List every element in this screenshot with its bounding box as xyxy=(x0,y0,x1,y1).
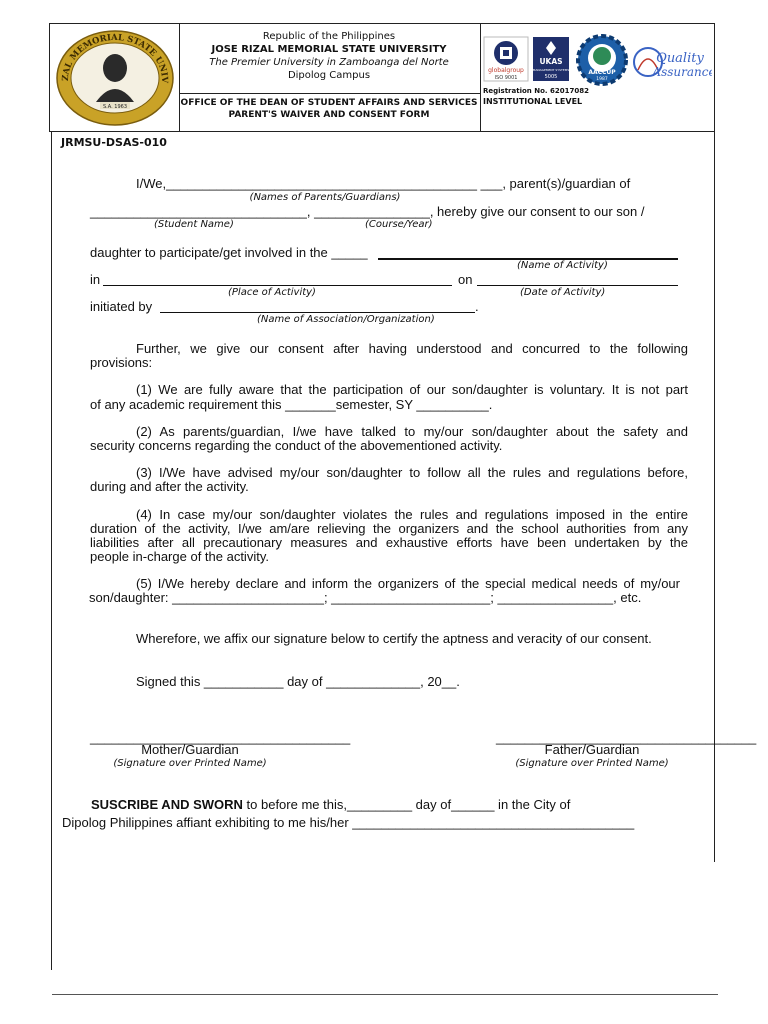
l1-pre: I/We, xyxy=(136,176,167,191)
l3-pre: daughter to participate/get involved in the xyxy=(90,245,328,260)
father-caption: (Signature over Printed Name) xyxy=(515,758,669,769)
university-name: JOSE RIZAL MEMORIAL STATE UNIVERSITY xyxy=(211,44,447,55)
ukas-sub: MANAGEMENT SYSTEMS xyxy=(532,68,570,72)
aaccup-text: AACCUP xyxy=(588,69,616,76)
line-parents xyxy=(136,177,630,191)
l2-post: , hereby give our consent to our son / xyxy=(429,204,645,219)
aaccup-logo xyxy=(575,34,629,86)
para-7: Wherefore, we affix our signature below to certify the aptness and veracity of our consent. xyxy=(136,631,652,646)
para-6-line-2: son/daughter: _____________________; ______________________; ________________, etc. xyxy=(89,590,642,605)
institutional-level: INSTITUTIONAL LEVEL xyxy=(483,97,583,106)
para-6-line-1: (5) I/We hereby declare and inform the organizers of the special medical needs of my/our xyxy=(136,576,680,591)
university-tagline: The Premier University in Zamboanga del Norte xyxy=(209,57,449,68)
caption-student: (Student Name) xyxy=(154,219,234,230)
country-line: Republic of the Philippines xyxy=(262,31,396,42)
para-3-line-1: (2) As parents/guardian, I/we have talked to my/our son/daughter about the safety and xyxy=(136,424,688,439)
para-5-line-1: (4) In case my/our son/daughter violates the rules and regulations imposed in the entire xyxy=(136,507,688,522)
para-5-line-4: people in-charge of the activity. xyxy=(90,549,269,564)
globalgroup-text: globalgroup xyxy=(488,67,524,74)
mother-signature-line[interactable]: ____________________________________ xyxy=(90,730,351,745)
para-1-line-1: Further, we give our consent after having understood and concurred to the following xyxy=(136,341,688,356)
iso-text: ISO 9001 xyxy=(494,75,518,81)
seal-arc-text: ZAL MEMORIAL STATE UNIV xyxy=(60,32,170,84)
campus-name: Dipolog Campus xyxy=(287,70,371,81)
document-code: JRMSU-DSAS-010 xyxy=(61,136,167,149)
l3-blank: _____ xyxy=(331,245,368,260)
date-blank[interactable] xyxy=(477,285,678,286)
ukas-num: 5005 xyxy=(544,74,558,80)
para-3-line-2: security concerns regarding the conduct of the abovementioned activity. xyxy=(90,438,503,453)
seal-year: S.A. 1963 xyxy=(103,104,127,110)
caption-activity: (Name of Activity) xyxy=(517,260,608,271)
form-title: PARENT'S WAIVER AND CONSENT FORM xyxy=(228,110,430,120)
para-4-line-1: (3) I/We have advised my/our son/daughter to follow all the rules and regulations before, xyxy=(136,465,688,480)
qa-text-1: Quality xyxy=(656,51,704,66)
globalgroup-logo xyxy=(483,36,529,82)
office-block xyxy=(178,97,480,121)
para-8: Signed this ___________ day of _____________, 20__. xyxy=(136,674,460,689)
quality-assurance-logo xyxy=(632,40,712,86)
parents-name-blank-2[interactable]: ___ xyxy=(480,176,503,191)
header-divider-mid xyxy=(179,93,481,94)
ukas-text: UKAS xyxy=(539,57,563,66)
oath-line-1 xyxy=(91,798,570,812)
line-student: ______________________________, ________________, hereby give our consent to our son / xyxy=(90,204,645,219)
para-5-line-3: liabilities after all precautionary measures and exhaustive efforts have been undertaken by the xyxy=(90,535,688,550)
mother-caption: (Signature over Printed Name) xyxy=(113,758,267,769)
caption-parents: (Names of Parents/Guardians) xyxy=(249,192,401,203)
place-blank[interactable] xyxy=(103,285,452,286)
caption-place: (Place of Activity) xyxy=(228,287,316,298)
oath-line-2: Dipolog Philippines affiant exhibiting to me his/her _______________________________________ xyxy=(62,815,635,830)
parents-name-blank[interactable]: ___________________________________________ xyxy=(166,176,477,191)
footer-rule xyxy=(52,994,718,995)
l4-on: on xyxy=(458,272,473,287)
registration-no: Registration No. 62017082 xyxy=(483,87,589,95)
association-period: . xyxy=(475,299,479,314)
l4-pre: in xyxy=(90,272,101,287)
frame-left xyxy=(51,132,52,970)
para-5-line-2: duration of the activity, I/we am/are relieving the organizers and the school authorities from any xyxy=(90,521,688,536)
office-name: OFFICE OF THE DEAN OF STUDENT AFFAIRS AND SERVICES xyxy=(180,98,478,108)
para-1-line-2: provisions: xyxy=(90,355,153,370)
ukas-logo xyxy=(532,36,570,82)
aaccup-year: 1987 xyxy=(596,77,608,82)
caption-association: (Name of Association/Organization) xyxy=(257,314,435,325)
caption-date: (Date of Activity) xyxy=(520,287,606,298)
caption-course: (Course/Year) xyxy=(365,219,433,230)
oath-bold: SUSCRIBE AND SWORN xyxy=(91,797,243,812)
header-center xyxy=(178,30,480,82)
father-signature-line[interactable]: ____________________________________ xyxy=(496,730,757,745)
l5-pre: initiated by xyxy=(90,299,153,314)
para-2-line-2: of any academic requirement this _______semester, SY __________. xyxy=(90,397,493,412)
mother-label: Mother/Guardian xyxy=(141,742,239,757)
father-label: Father/Guardian xyxy=(544,742,640,757)
l1-post: , parent(s)/guardian of xyxy=(502,176,631,191)
qa-text-2: Assurance xyxy=(652,65,712,79)
frame-right xyxy=(714,132,715,862)
para-2-line-1: (1) We are fully aware that the participation of our son/daughter is voluntary. It is not part xyxy=(136,382,688,397)
association-blank[interactable] xyxy=(160,312,475,313)
header-divider-right xyxy=(480,24,481,131)
oath-rest: to before me this,_________ day of______ in the City of xyxy=(242,797,571,812)
para-4-line-2: during and after the activity. xyxy=(90,479,249,494)
student-name-blank[interactable]: ______________________________ xyxy=(90,204,307,219)
university-seal xyxy=(56,30,174,126)
line-activity xyxy=(90,246,368,260)
course-year-blank[interactable]: ________________ xyxy=(314,204,430,219)
